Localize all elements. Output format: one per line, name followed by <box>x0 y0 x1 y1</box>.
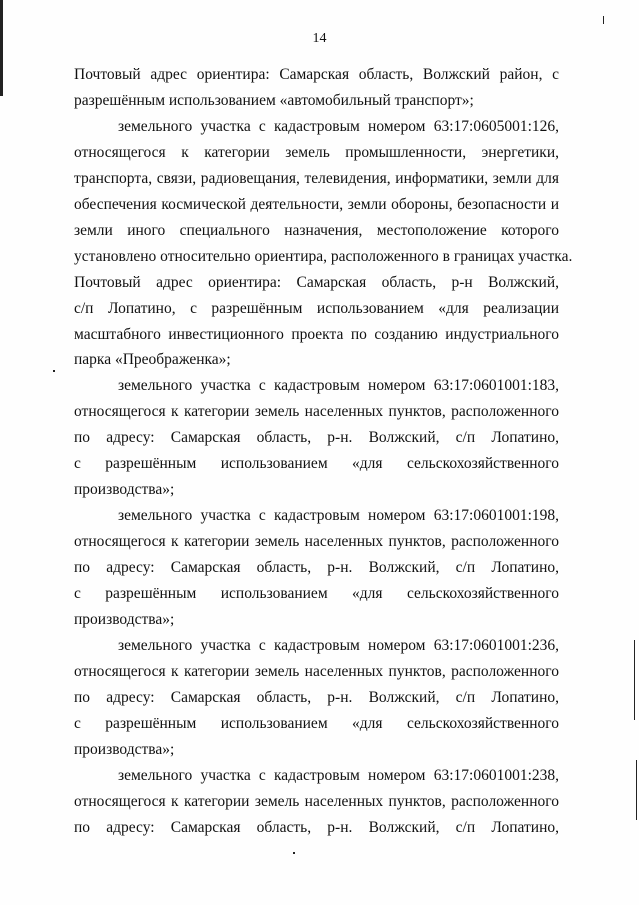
text-line: земельного участка с кадастровым номером 63:17:0601001:183, <box>118 377 559 395</box>
text-line: с разрешённым использованием «для сельскохозяйственного <box>74 585 559 602</box>
text-line: производства»; <box>74 740 175 758</box>
text-line: разрешённым использованием «автомобильный транспорт»; <box>74 92 474 109</box>
text-line: производства»; <box>74 610 175 628</box>
scan-artifact <box>293 852 295 854</box>
text-line: по адресу: Самарская область, р-н. Волжский, с/п Лопатино, <box>74 559 559 576</box>
text-line: Почтовый адрес ориентира: Самарская область, р-н Волжский, <box>74 273 559 291</box>
text-line: производства»; <box>74 481 175 499</box>
text-line: с разрешённым использованием «для сельскохозяйственного <box>74 714 559 732</box>
text-line: относящегося к категории земель населенных пунктов, расположенного <box>74 662 559 680</box>
text-line: с/п Лопатино, с разрешённым использованием «для реализации <box>74 299 559 317</box>
scan-artifact <box>53 370 55 372</box>
text-line: земельного участка с кадастровым номером 63:17:0601001:238, <box>118 766 559 784</box>
text-line: масштабного инвестиционного проекта по созданию индустриального <box>74 325 559 343</box>
text-line: относящегося к категории земель населенных пунктов, расположенного <box>74 403 559 421</box>
page-number: 14 <box>312 31 327 46</box>
text-line: земельного участка с кадастровым номером 63:17:0601001:236, <box>118 636 559 654</box>
scan-artifact <box>634 640 635 720</box>
text-line: относящегося к категории земель населенных пунктов, расположенного <box>74 792 559 810</box>
text-line: обеспечения космической деятельности, земли обороны, безопасности и <box>74 195 559 213</box>
text-line: установлено относительно ориентира, расположенного в границах участка. <box>74 247 573 265</box>
text-line: относящегося к категории земель промышленности, энергетики, <box>74 143 559 161</box>
text-line: по адресу: Самарская область, р-н. Волжский, с/п Лопатино, <box>74 688 559 706</box>
text-line: парка «Преображенка»; <box>74 351 231 369</box>
scan-artifact <box>603 16 604 24</box>
text-line: относящегося к категории земель населенных пунктов, расположенного <box>74 533 559 551</box>
text-line: транспорта, связи, радиовещания, телевидения, информатики, земли для <box>74 169 559 187</box>
text-line: по адресу: Самарская область, р-н. Волжский, с/п Лопатино, <box>74 429 559 447</box>
text-line: земельного участка с кадастровым номером 63:17:0601001:198, <box>118 507 559 525</box>
text-line: земли иного специального назначения, местоположение которого <box>74 221 559 239</box>
scan-artifact <box>636 760 637 820</box>
scan-artifact <box>0 0 3 96</box>
text-line: по адресу: Самарская область, р-н. Волжский, с/п Лопатино, <box>74 818 559 836</box>
text-line: Почтовый адрес ориентира: Самарская область, Волжский район, с <box>74 66 559 83</box>
text-line: земельного участка с кадастровым номером 63:17:0605001:126, <box>118 117 559 135</box>
text-line: с разрешённым использованием «для сельскохозяйственного <box>74 455 559 473</box>
